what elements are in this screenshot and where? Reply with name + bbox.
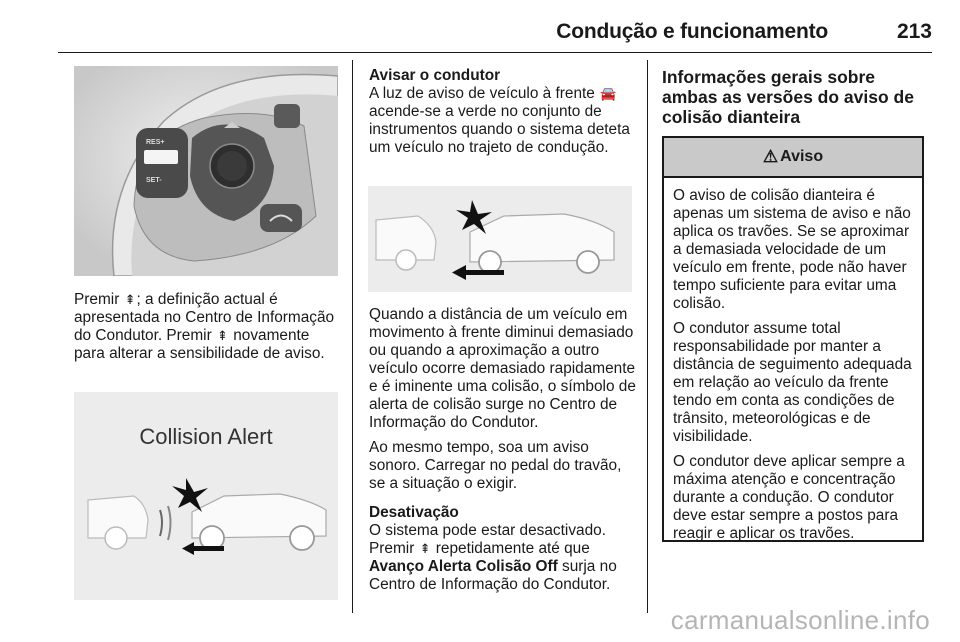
middle-paragraph-4: O sistema pode estar desactivado. Premir ⇞ repetidamente até que Avanço Alerta Colisão Off surja no Centro de Informação do Condutor. (369, 522, 617, 593)
collision-alert-figure (74, 392, 338, 600)
collision-alert-title: Collision Alert (139, 424, 273, 449)
warning-box-header (664, 138, 922, 178)
res-plus-label: RES+ (146, 139, 165, 146)
watermark: carmanualsonline.info (670, 605, 930, 635)
middle-paragraph-3: Ao mesmo tempo, soa um aviso sonoro. Carregar no pedal do travão, se a situação o exigir. (369, 439, 622, 492)
menu-option-name: Avanço Alerta Colisão Off (369, 558, 558, 575)
warning-paragraph-2: O condutor assume total responsabilidade por manter a distância de seguimento adequada em relação ao veículo da frente tendo em conta as condições de trânsito, meteorológicas e de visibilidade. (673, 320, 912, 445)
heading-warn-driver: Avisar o condutor (369, 67, 501, 84)
middle-column-bottom (369, 306, 639, 601)
warning-box-body (664, 178, 922, 543)
heading-deactivation: Desativação (369, 504, 459, 521)
right-column-heading (662, 67, 928, 127)
column-divider-left (352, 60, 353, 613)
middle-paragraph-1: A luz de aviso de veículo à frente 🚘 acende-se a verde no conjunto de instrumentos quando o sistema deteta um veículo no trajeto de condução. (369, 85, 630, 156)
left-paragraph-1: Premir ⇞; a definição actual é apresentada no Centro de Informação do Condutor. Premir ⇞ novamente para alterar a sensibilidade de aviso. (74, 291, 335, 362)
warning-paragraph-3: O condutor deve aplicar sempre a máxima atenção e concentração durante a condução. O condutor deve estar sempre a postos para reagir e aplicar os travões. (673, 453, 905, 542)
header-divider (58, 52, 932, 53)
steering-wheel-figure (74, 66, 338, 276)
sensitivity-button-icon: ⇞ (419, 541, 431, 556)
middle-column-top (369, 67, 637, 164)
sensitivity-button-icon: ⇞ (217, 328, 228, 343)
warning-triangle-icon: ⚠ (762, 147, 779, 166)
sensitivity-button-icon: ⇞ (124, 292, 136, 307)
column-divider-right (647, 60, 648, 613)
left-column-text (74, 291, 344, 370)
vehicle-ahead-icon: 🚘 (600, 86, 617, 101)
warning-label: Aviso (780, 148, 824, 165)
set-minus-label: SET- (146, 177, 162, 184)
heading-general-info: Informações gerais sobre ambas as versões do aviso de colisão dianteira (662, 67, 914, 127)
chapter-title: Condução e funcionamento (556, 20, 828, 43)
vehicle-approach-figure (368, 186, 632, 292)
warning-box (662, 136, 924, 542)
middle-paragraph-2: Quando a distância de um veículo em movimento à frente diminui demasiado ou quando a aproximação a outro veículo ocorre demasiado rapidamente e é iminente uma colisão, o símbolo de alerta de colisão surge no Centro de Informação do Condutor. (369, 306, 636, 431)
page-number: 213 (896, 20, 932, 43)
warning-paragraph-1: O aviso de colisão dianteira é apenas um sistema de aviso e não aplica os travões. Se se aproximar a demasiada velocidade de um veículo em frente, pode não haver tempo suficiente para evitar uma colisão. (673, 187, 911, 312)
